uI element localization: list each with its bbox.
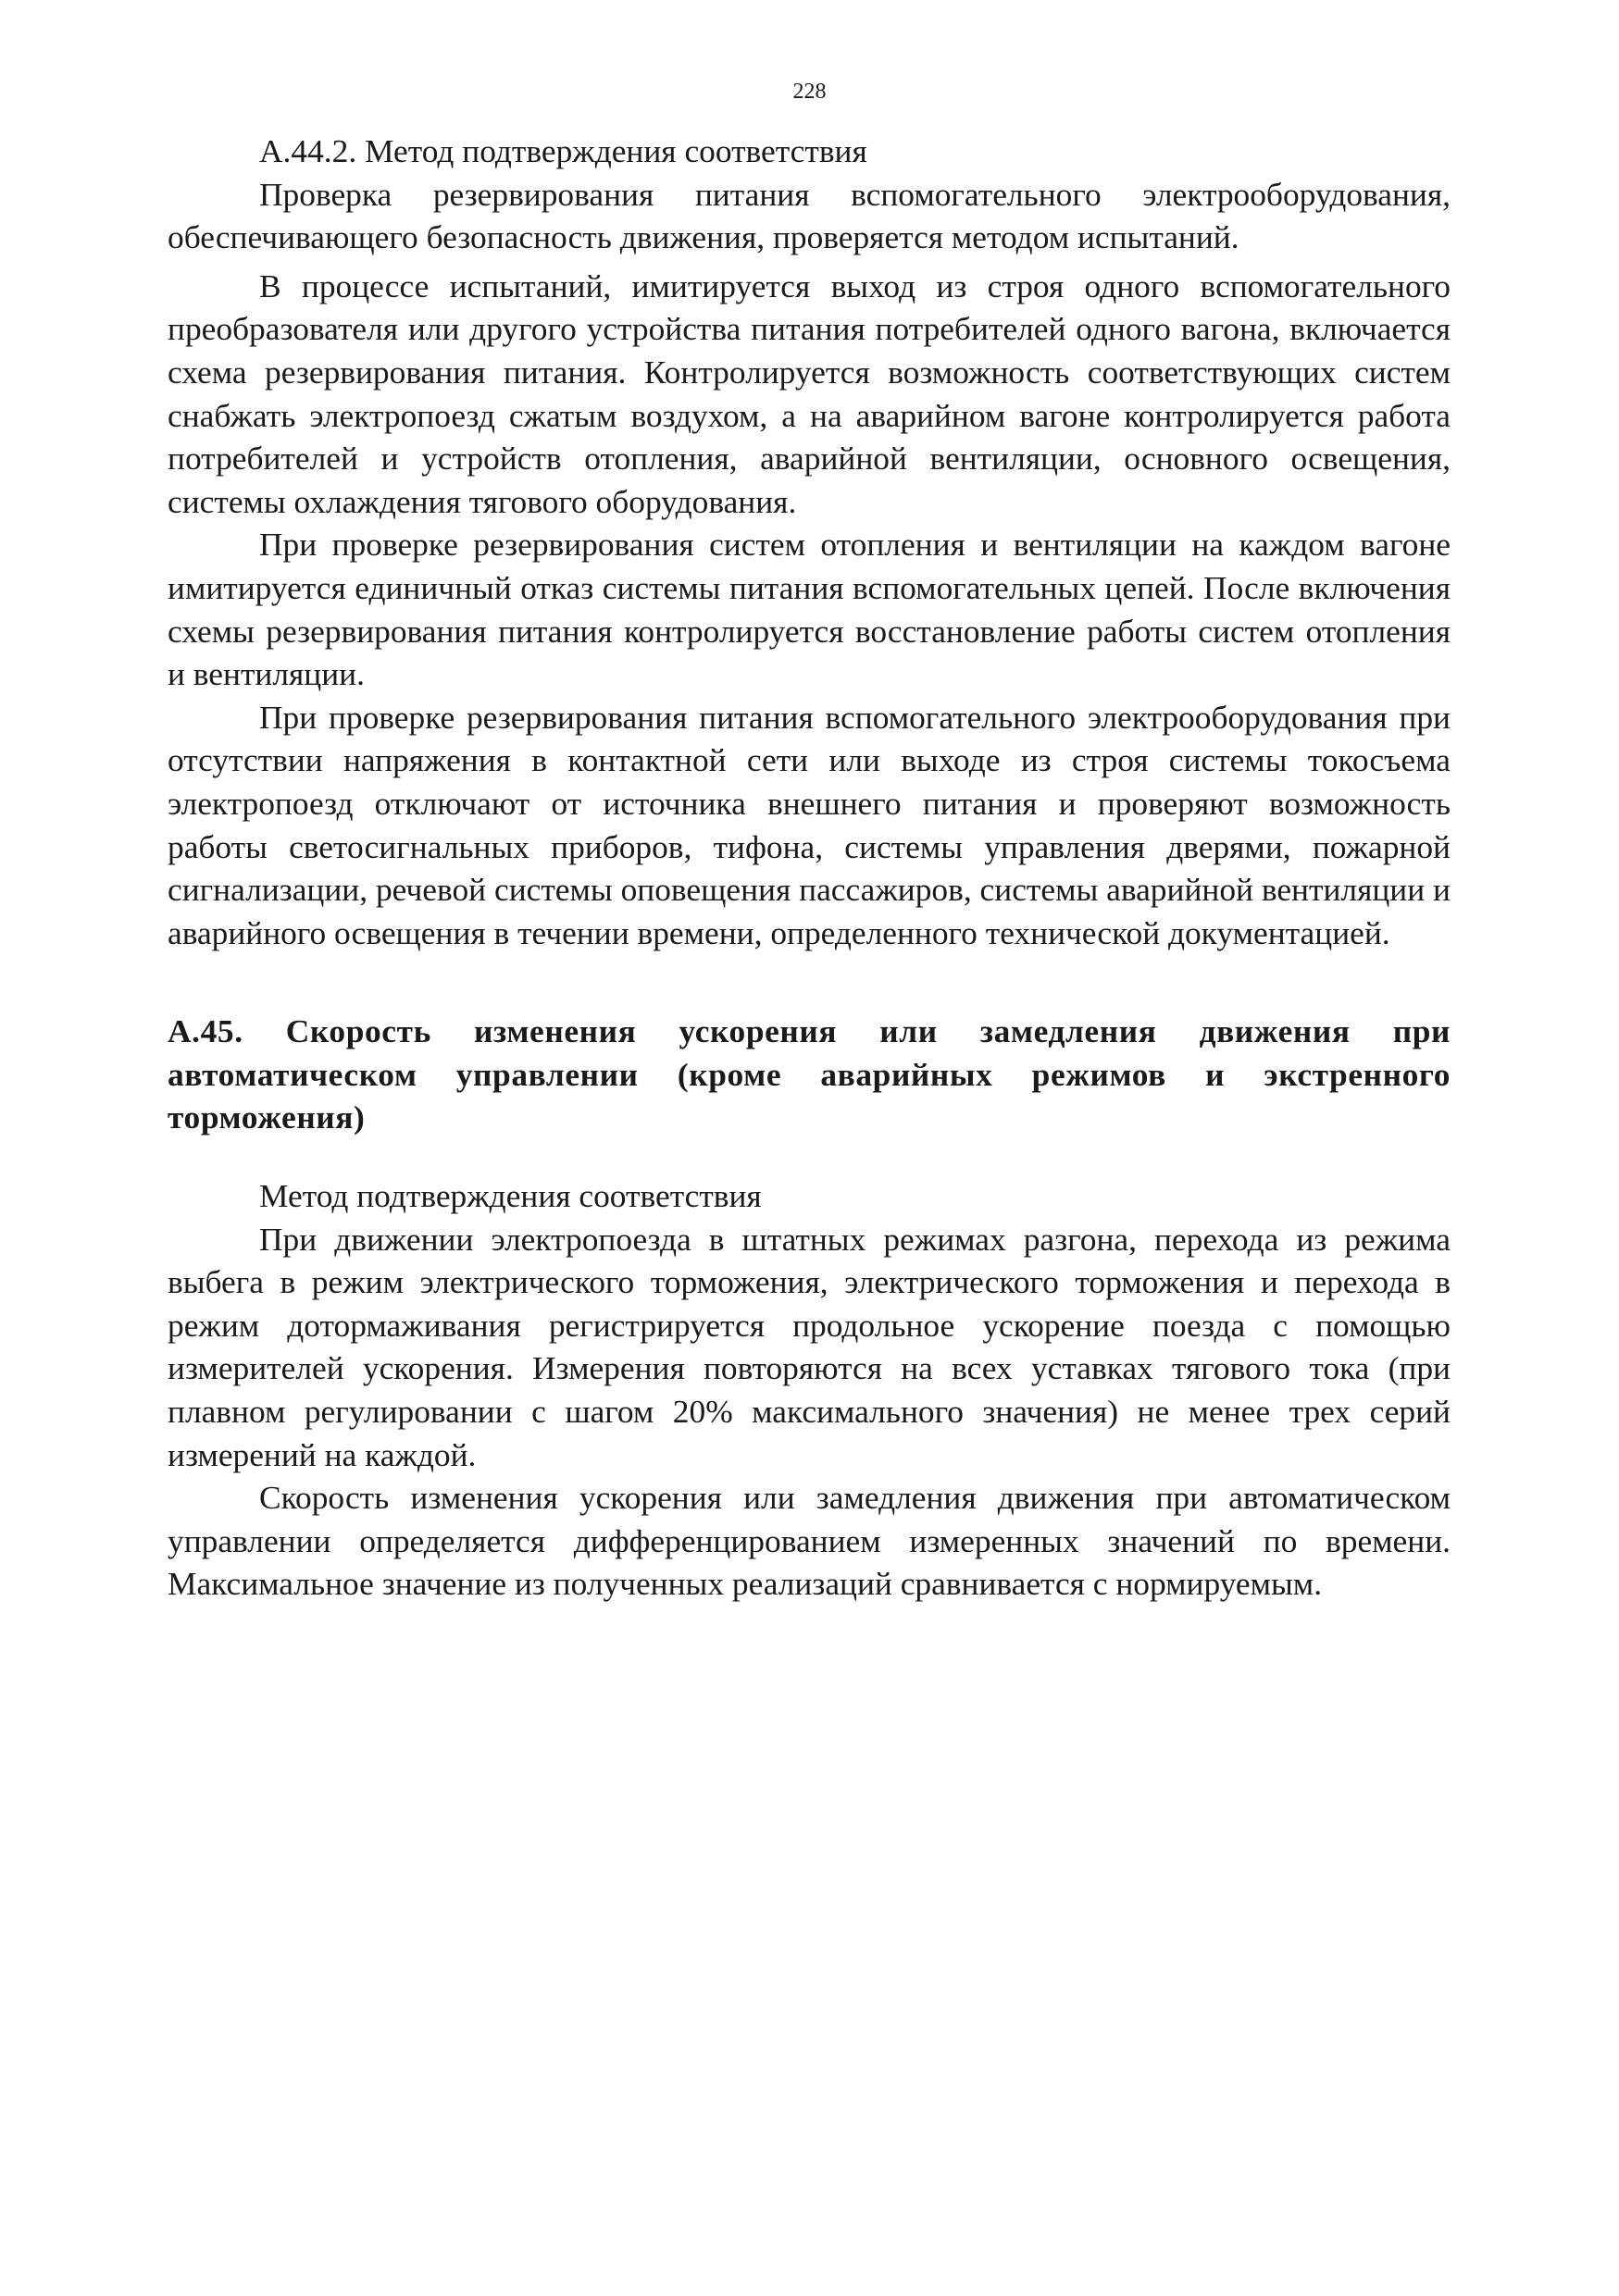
subsection-title-a44-2: А.44.2. Метод подтверждения соответствия — [259, 132, 867, 169]
paragraph-a45-2: Скорость изменения ускорения или замедления движения при автоматическом управлении определяется дифференцированием измеренных значений по времени. Максимальное значение из полученных реализаций сравнивается с нормируемым. — [168, 1479, 1451, 1603]
paragraph-a44-2-4: При проверке резервирования питания вспомогательного электрооборудования при отсутствии напряжения в контактной сети или выходе из строя системы токосъема электропоезд отключают от источника внешнего питания и проверяют возможность работы светосигнальных приборов, тифона, системы управления дверями, пожарной сигнализации, речевой системы оповещения пассажиров, системы аварийной вентиляции и аварийного освещения в течении времени, определенного технической документацией. — [168, 698, 1451, 951]
section-heading-a45: А.45. Скорость изменения ускорения или замедления движения при автоматическом управлении (кроме аварийных режимов и экстренного торможения) — [168, 1012, 1451, 1136]
page-number: 228 — [792, 80, 827, 104]
page-content — [168, 130, 1451, 1606]
paragraph-a45-1: При движении электропоезда в штатных режимах разгона, перехода из режима выбега в режим электрического торможения, электрического торможения и перехода в режим дотормаживания регистрируется продольное ускорение поезда с помощью измерителей ускорения. Измерения повторяются на всех уставках тягового тока (при плавном регулировании с шагом 20% максимального значения) не менее трех серий измерений на каждой. — [168, 1220, 1451, 1473]
paragraph-a44-2-3: При проверке резервирования систем отопления и вентиляции на каждом вагоне имитируется единичный отказ системы питания вспомогательных цепей. После включения схемы резервирования питания контролируется восстановление работы систем отопления и вентиляции. — [168, 526, 1451, 693]
subsection-title-a45: Метод подтверждения соответствия — [259, 1177, 762, 1215]
paragraph-a44-2-2: В процессе испытаний, имитируется выход из строя одного вспомогательного преобразователя или другого устройства питания потребителей одного вагона, включается схема резервирования питания. Контролируется возможность соответствующих систем снабжать электропоезд сжатым воздухом, а на аварийном вагоне контролируется работа потребителей и устройств отопления, аварийной вентиляции, основного освещения, системы охлаждения тягового оборудования. — [168, 267, 1451, 520]
paragraph-a44-2-1: Проверка резервирования питания вспомогательного электрооборудования, обеспечивающего безопасность движения, проверяется методом испытаний. — [168, 175, 1451, 256]
